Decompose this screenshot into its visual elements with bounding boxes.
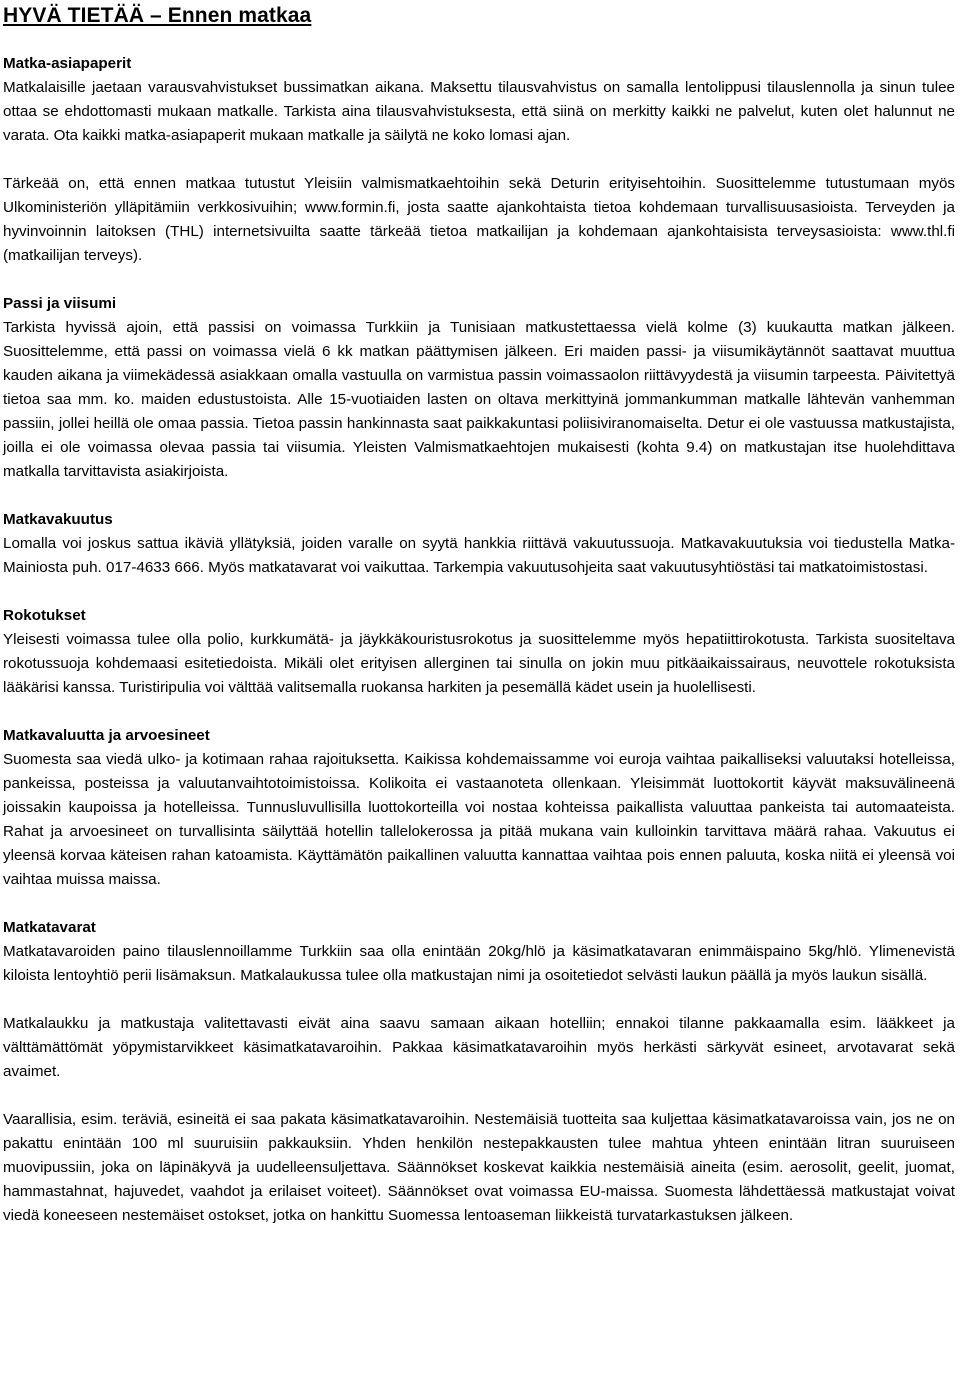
section-paragraph: Matkalaukku ja matkustaja valitettavasti eivät aina saavu samaan aikaan hotelliin; ennakoi tilanne pakkaamalla esim. lääkkeet ja välttämättömät yöpymistarvikkeet käsimatkatavaroihin. Pakkaa käsimatkatavaroihin myös herkästi särkyvät esineet, arvotavarat sekä avaimet. xyxy=(3,1015,955,1080)
section-heading: Matka-asiapaperit xyxy=(3,55,132,72)
section-heading: Passi ja viisumi xyxy=(3,295,117,312)
section-paragraph: Tärkeää on, että ennen matkaa tutustut Yleisiin valmismatkaehtoihin sekä Deturin erityisehtoihin. Suosittelemme tutustumaan myös Ulkoministeriön ylläpitämiin verkkosivuihin; www.formin.fi, josta saatte ajankohtaista tietoa kohdemaan turvallisuusasioista. Terveyden ja hyvinvoinnin laitoksen (THL) internetsivuilta saatte tärkeää tietoa matkailijan ja kohdemaan ajankohtaisista terveysasioista: www.thl.fi (matkailijan terveys). xyxy=(3,175,955,264)
section-heading: Matkatavarat xyxy=(3,919,96,936)
section-matkavakuutus xyxy=(3,508,955,580)
section-passi-ja-viisumi xyxy=(3,292,955,484)
section-rokotukset xyxy=(3,604,955,700)
section-heading: Matkavaluutta ja arvoesineet xyxy=(3,727,210,744)
section-paragraph: Tarkista hyvissä ajoin, että passisi on voimassa Turkkiin ja Tunisiaan matkustettaessa vielä kolme (3) kuukautta matkan jälkeen. Suosittelemme, että passi on voimassa vielä 6 kk matkan päättymisen jälkeen. Eri maiden passi- ja viisumikäytännöt saattavat muuttua kauden aikana ja viimekädessä asiakkaan omalla vastuulla on varmistua passin voimassaolon riittävyydestä ja viisumin tarpeesta. Päivitettyä tietoa saa mm. ko. maiden edustustoista. Alle 15-vuotiaiden lasten on oltava merkittyinä jommankumman matkalle lähtevän vanhemman passiin, jollei heillä ole omaa passia. Tietoa passin hankinnasta saat paikkakuntasi poliisiviranomaiselta. Detur ei ole vastuussa matkustajista, joilla ei ole voimassa olevaa passia tai viisumia. Yleisten Valmismatkaehtojen mukaisesti (kohta 9.4) on matkustajan itse huolehdittava matkalla tarvittavista asiakirjoista. xyxy=(3,319,955,480)
section-paragraph: Matkalaisille jaetaan varausvahvistukset bussimatkan aikana. Maksettu tilausvahvistus on samalla lentolippusi tilauslennolla ja sinun tulee ottaa se ehdottomasti mukaan matkalle. Tarkista aina tilausvahvistuksesta, että siinä on merkitty kaikki ne palvelut, kuten olet halunnut ne varata. Ota kaikki matka-asiapaperit mukaan matkalle ja säilytä ne koko lomasi ajan. xyxy=(3,79,955,144)
section-heading: Rokotukset xyxy=(3,607,86,624)
section-paragraph: Lomalla voi joskus sattua ikäviä yllätyksiä, joiden varalle on syytä hankkia riittävä vakuutussuoja. Matkavakuutuksia voi tiedustella Matka-Mainiosta puh. 017-4633 666. Myös matkatavarat voi vaikuttaa. Tarkempia vakuutusohjeita saat vakuutusyhtiöstäsi tai matkatoimistostasi. xyxy=(3,535,955,576)
section-matka-asiapaperit xyxy=(3,52,955,268)
section-paragraph: Vaarallisia, esim. teräviä, esineitä ei saa pakata käsimatkatavaroihin. Nestemäisiä tuotteita saa kuljettaa käsimatkatavaroissa vain, jos ne on pakattu enintään 100 ml suuruisiin pakkauksiin. Yhden henkilön nestepakkausten tulee mahtua yhteen enintään litran suuruiseen muovipussiin, joka on läpinäkyvä ja uudelleensuljettava. Säännökset koskevat kaikkia nestemäisiä aineita (esim. aerosolit, geelit, juomat, hammastahnat, hajuvedet, vaahdot ja erilaiset voiteet). Säännökset ovat voimassa EU-maissa. Suomesta lähdettäessä matkustajat voivat viedä koneeseen nestemäiset ostokset, jotka on hankittu Suomessa lentoaseman liikkeistä turvatarkastuksen jälkeen. xyxy=(3,1111,955,1224)
section-paragraph: Matkatavaroiden paino tilauslennoillamme Turkkiin saa olla enintään 20kg/hlö ja käsimatkatavaran enimmäispaino 5kg/hlö. Ylimenevistä kiloista lentoyhtiö perii lisämaksun. Matkalaukussa tulee olla matkustajan nimi ja osoitetiedot selvästi laukun päällä ja myös laukun sisällä. xyxy=(3,943,955,984)
section-matkatavarat xyxy=(3,916,955,1228)
section-paragraph: Suomesta saa viedä ulko- ja kotimaan rahaa rajoituksetta. Kaikissa kohdemaissamme voi euroja vaihtaa paikalliseksi valuutaksi hotelleissa, pankeissa, posteissa ja valuutanvaihtotoimistoissa. Kolikoita ei vastaanoteta ollenkaan. Yleisimmät luottokortit käyvät maksuvälineenä joissakin kaupoissa ja hotelleissa. Tunnusluvullisilla luottokorteilla voi nostaa kohteissa paikallista valuuttaa pankeista tai automaateista. Rahat ja arvoesineet on turvallisinta säilyttää hotellin tallelokerossa ja pitää mukana vain kulloinkin tarvittava määrä rahaa. Vakuutus ei yleensä korvaa käteisen rahan katoamista. Käyttämätön paikallinen valuutta kannattaa vaihtaa pois ennen paluuta, koska niitä ei yleensä voi vaihtaa muissa maissa. xyxy=(3,751,955,888)
document-title: HYVÄ TIETÄÄ – Ennen matkaa xyxy=(3,4,312,27)
section-paragraph: Yleisesti voimassa tulee olla polio, kurkkumätä- ja jäykkäkouristusrokotus ja suosittelemme myös hepatiittirokotusta. Tarkista suositeltava rokotussuoja kohdemaasi esitetiedoista. Mikäli olet erityisen allerginen tai sinulla on jokin muu pitkäaikaissairaus, neuvottele rokotuksista lääkärisi kanssa. Turistiripulia voi välttää valitsemalla ruokansa harkiten ja pesemällä kädet usein ja huolellisesti. xyxy=(3,631,955,696)
section-matkavaluutta-ja-arvoesineet xyxy=(3,724,955,892)
section-heading: Matkavakuutus xyxy=(3,511,113,528)
